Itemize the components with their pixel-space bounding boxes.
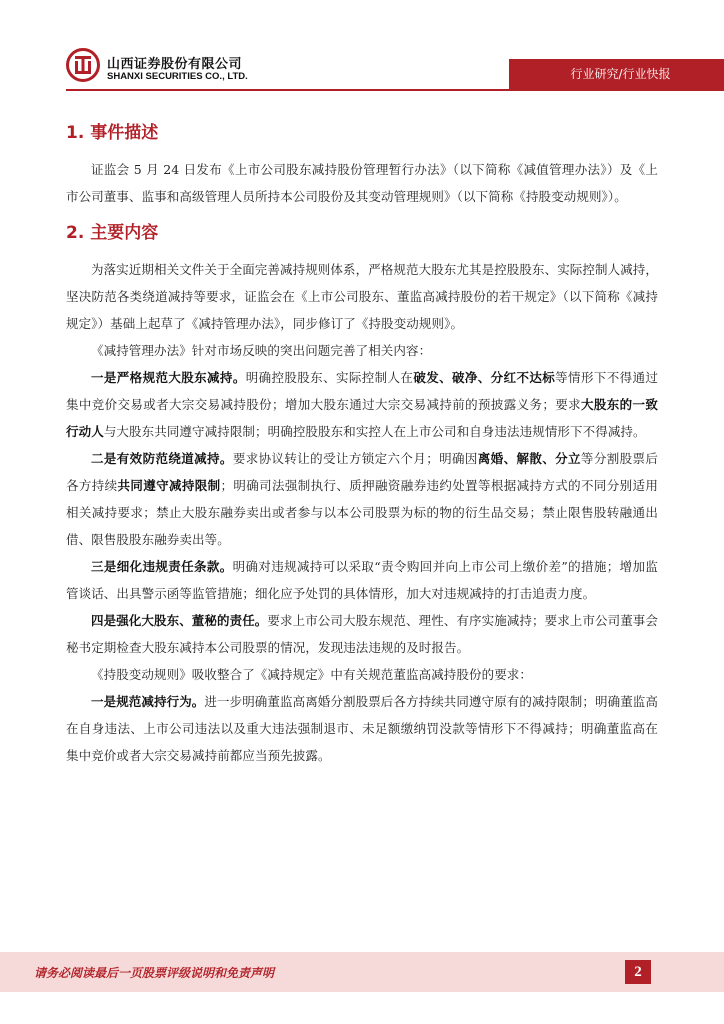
report-body (66, 112, 658, 769)
emphasis-text: 四是强化大股东、董秘的责任。 (91, 613, 268, 628)
section-heading: 2. 主要内容 (66, 223, 159, 243)
report-type-tag: 行业研究/行业快报 (509, 59, 724, 89)
company-logo-icon (66, 48, 100, 82)
paragraph-text: 明确控股股东、实际控制人在 (245, 370, 414, 385)
paragraph-text: 《持股变动规则》吸收整合了《减持规定》中有关规范董监高减持股份的要求： (91, 667, 533, 682)
emphasis-text: 二是有效防范绕道减持。 (91, 451, 233, 466)
body-paragraph (66, 445, 658, 553)
emphasis-text: 三是细化违规责任条款。 (91, 559, 233, 574)
emphasis-text: 破发、破净、分红不达标 (413, 370, 556, 385)
header-divider (66, 89, 724, 91)
emphasis-text: 一是严格规范大股东减持。 (91, 370, 246, 385)
paragraph-text: 进一步明确董监高离婚分割股票后各方持续共同遵守原有的减持限制；明确董监高在自身违法、上市公司违法以及重大违法强制退市、未足额缴纳罚没款等情形下不得减持；明确董监高在集中竞价或者大宗交易减持前都应当预先披露。 (66, 694, 659, 763)
paragraph-text: 《减持管理办法》针对市场反映的突出问题完善了相关内容： (91, 343, 432, 358)
body-paragraph (66, 337, 658, 364)
body-paragraph (66, 256, 658, 337)
paragraph-text: 等分割股票后各方持续 (66, 451, 658, 493)
page-number: 2 (625, 960, 651, 984)
body-paragraph (66, 607, 658, 661)
paragraph-text: 要求协议转让的受让方锁定六个月；明确因 (232, 451, 478, 466)
paragraph-text: ；明确司法强制执行、质押融资融券违约处置等根据减持方式的不同分别适用相关减持要求；禁止大股东融券卖出或者参与以本公司股票为标的物的衍生品交易；禁止限售股转融通出借、限售股股东融券卖出等。 (66, 478, 659, 547)
emphasis-text: 共同遵守减持限制 (117, 478, 221, 493)
paragraph-text: 等情形下不得通过集中竞价交易或者大宗交易减持股份；增加大股东通过大宗交易减持前的预披露义务；要求 (66, 370, 659, 412)
body-paragraph (66, 553, 658, 607)
paragraph-text: 明确对违规减持可以采取“责令购回并向上市公司上缴价差”的措施；增加监管谈话、出具警示函等监管措施；细化应予处罚的具体情形，加大对违规减持的打击追责力度。 (66, 559, 658, 601)
disclaimer-notice: 请务必阅读最后一页股票评级说明和免责声明 (34, 966, 275, 980)
emphasis-text: 一是规范减持行为。 (91, 694, 205, 709)
paragraph-text: 与大股东共同遵守减持限制；明确控股股东和实控人在上市公司和自身违法违规情形下不得减持。 (103, 424, 646, 439)
page-footer (0, 952, 724, 992)
company-name-cn: 山西证券股份有限公司 (107, 57, 243, 72)
emphasis-text: 大股东的一致行动人 (66, 397, 658, 439)
paragraph-text: 要求上市公司大股东规范、理性、有序实施减持；要求上市公司董事会秘书定期检查大股东减持本公司股票的情况，发现违法违规的及时报告。 (66, 613, 659, 655)
company-name-en: SHANXI SECURITIES CO., LTD. (107, 71, 248, 82)
body-paragraph (66, 661, 658, 688)
body-paragraph (66, 364, 658, 445)
body-paragraph (66, 156, 658, 210)
emphasis-text: 离婚、解散、分立 (477, 451, 581, 466)
page-header (0, 0, 724, 92)
body-paragraph (66, 688, 658, 769)
section-heading: 1. 事件描述 (66, 123, 159, 143)
paragraph-text: 为落实近期相关文件关于全面完善减持规则体系，严格规范大股东尤其是控股股东、实际控制人减持，坚决防范各类绕道减持等要求，证监会在《上市公司股东、董监高减持股份的若干规定》（以下简称《减持规定》）基础上起草了《减持管理办法》，同步修订了《持股变动规则》。 (66, 262, 659, 331)
paragraph-text: 证监会 5 月 24 日发布《上市公司股东减持股份管理暂行办法》（以下简称《减值管理办法》）及《上市公司董事、监事和高级管理人员所持本公司股份及其变动管理规则》（以下简称《持股变动规则》）。 (66, 162, 658, 204)
